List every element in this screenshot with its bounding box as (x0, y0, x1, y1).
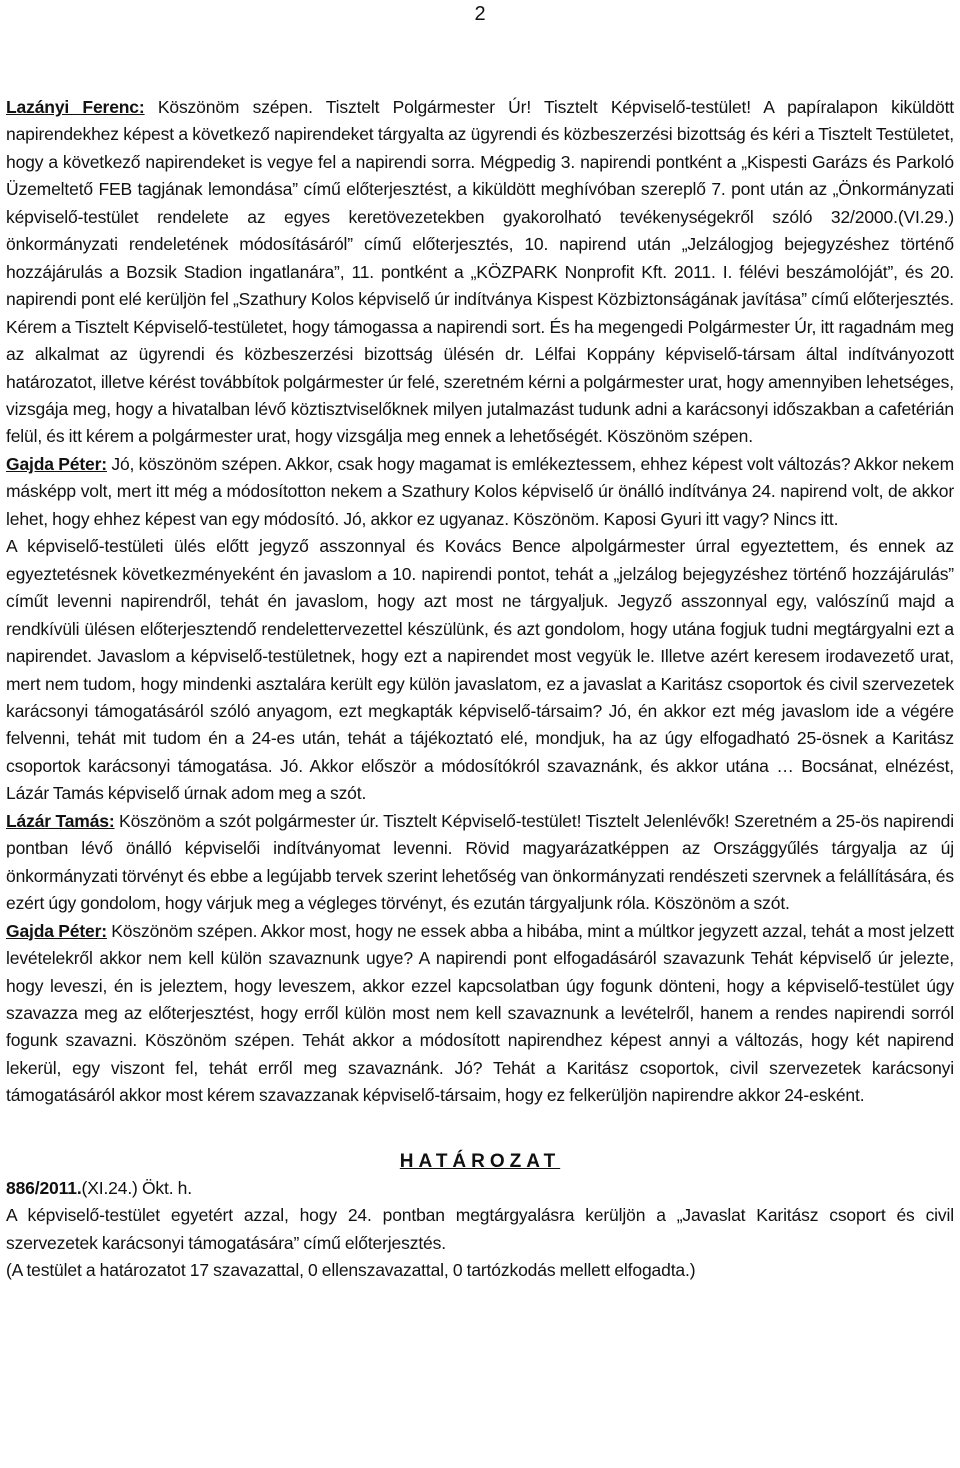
resolution-number: 886/2011. (6, 1177, 82, 1198)
resolution-heading: HATÁROZAT (399, 1150, 561, 1172)
page-number: 2 (474, 3, 486, 25)
speaker-name: Gajda Péter: (6, 920, 107, 941)
paragraph-text: A képviselő-testületi ülés előtt jegyző asszonnyal és Kovács Bence alpolgármester úrral egyeztettem, és ennek az egyeztetésnek következményeként én javaslom a 10. napirendi pontot, tehát a „jelzálog bejegyzéshez történő hozzájárulás” címűt levenni napirendről, tehát én javaslom, hogy azt most ne tárgyaljuk. Jegyző asszonnyal egy, valószínű majd a rendkívüli ülésen előterjesztendő rendelettervezettel készülünk, és azt gondolom, hogy utána fogjuk tudni megtárgyalni ezt a napirendet. Javaslom a képviselő-testületnek, hogy ezt a napirendet most vegyük le. Illetve azért keresem irodavezető urat, mert nem tudom, hogy mindenki asztalára került egy külön javaslatom, ez a javaslat a Karitász csoportok és civil szervezetek karácsonyi támogatásáról szóló anyagom, ezt megkapták képviselő-társaim? Jó, én akkor ezt még javaslom ide a végére felvenni, tehát mit tudom én a 24-es után, tehát a tájékoztató elé, mondjuk, ha az úgy elfogadható 25-ösnek a Karitász csoportok karácsonyi támogatása. Jó. Akkor először a módosítókról szavaznánk, és akkor utána … Bocsánat, elnézést, Lázár Tamás képviselő úrnak adom meg a szót. (6, 536, 954, 804)
speaker-name: Gajda Péter: (6, 453, 107, 474)
paragraph-text: Jó, köszönöm szépen. Akkor, csak hogy magamat is emlékeztessem, ehhez képest volt változás? Akkor nekem másképp volt, mert itt még a módosítotton nekem a Szathury Kolos képviselő úr önálló indítványa 24. napirend volt, de akkor lehet, hogy ehhez képest van egy módosító. Jó, akkor ez ugyanaz. Köszönöm. Kaposi Gyuri itt vagy? Nincs itt. (6, 453, 954, 529)
paragraph-continuation (6, 533, 954, 808)
paragraph-text: Köszönöm szépen. Tisztelt Polgármester Úr! Tisztelt Képviselő-testület! A papíralapon kiküldött napirendekhez képest a következő napirendeket tárgyalta az ügyrendi és közbeszerzési bizottság és kéri a Tisztelt Testületet, hogy a következő napirendeket is vegye fel a napirendi sorra. Mégpedig 3. napirendi pontként a „Kispesti Garázs és Parkoló Üzemeltető FEB tagjának lemondása” című előterjesztést, a kiküldött meghívóban szereplő 7. pont után az „Önkormányzati képviselő-testület rendelete az egyes keretövezetekben gyakorolható tevékenységekről szóló 32/2000.(VI.29.) önkormányzati rendeletének módosításáról” című előterjesztés, 10. napirend után „Jelzálogjog bejegyzéshez történő hozzájárulás a Bozsik Stadion ingatlanára”, 11. pontként a „KÖZPARK Nonprofit Kft. 2011. I. félévi beszámolóját”, és 20. napirendi pont elé kerüljön fel „Szathury Kolos képviselő úr indítványa Kispest Közbiztonságának javítása” című előterjesztés. Kérem a Tisztelt Képviselő-testületet, hogy támogassa a napirendi sort. És ha megengedi Polgármester Úr, itt ragadnám meg az alkalmat az ügyrendi és közbeszerzési bizottság ülésén dr. Lélfai Koppány képviselő-társam által indítványozott határozatot, illetve kérést továbbítok polgármester úr felé, szeretném kérni a polgármester urat, hogy amennyiben lehetséges, vizsgája meg, hogy a hivatalban lévő köztisztviselőknek milyen jutalmazást tudunk adni a karácsonyi időszakban a cafetérián felül, és itt kérem a polgármester urat, hogy vizsgálja meg ennek a lehetőségét. Köszönöm szépen. (6, 97, 954, 447)
paragraph-lazanyi (6, 94, 954, 451)
resolution-body: A képviselő-testület egyetért azzal, hogy 24. pontban megtárgyalásra kerüljön a „Javaslat Karitász csoport és civil szervezetek karácsonyi támogatására” című előterjesztés. (6, 1205, 954, 1253)
resolution-vote: (A testület a határozatot 17 szavazattal, 0 ellenszavazattal, 0 tartózkodás mellett elfogadta.) (6, 1260, 696, 1281)
paragraph-gajda-1 (6, 451, 954, 533)
paragraph-gajda-2 (6, 918, 954, 1110)
paragraph-lazar (6, 808, 954, 918)
document-body (6, 94, 954, 1285)
resolution-id (6, 1175, 954, 1202)
paragraph-text: Köszönöm a szót polgármester úr. Tisztelt Képviselő-testület! Tisztelt Jelenlévők! Szeretném a 25-ös napirendi pontban lévő önálló képviselői indítványomat levenni. Rövid magyarázatképpen az Országgyűlés tárgyalja az új önkormányzati törvényt és ebbe a legújabb tervek szerint lehetőség van önkormányzati rendészeti szervnek a felállítására, és ezért úgy gondolom, hogy várjuk meg a végleges törvényt, és ezután tárgyaljunk róla. Köszönöm a szót. (6, 810, 954, 914)
speaker-name: Lazányi Ferenc: (6, 97, 145, 117)
speaker-name: Lázár Tamás: (6, 810, 115, 831)
resolution-date: (XI.24.) Ökt. h. (81, 1177, 192, 1198)
spacer (6, 1110, 954, 1148)
paragraph-text: Köszönöm szépen. Akkor most, hogy ne essek abba a hibába, mint a múltkor jegyzett azzal, tehát a most jelzett levételekről akkor nem kell külön szavaznunk ugye? A napirendi pont elfogadásáról szavazunk Tehát képviselő úr jelezte, hogy leveszi, én is jeleztem, hogy leveszem, akkor ezzel kapcsolatban úgy fogunk dönteni, hogy a képviselő-testület úgy szavazza meg az előterjesztést, hogy erről külön most nem kell szavaznunk a levételről, hanem a rendes napirendi sorról fogunk szavazni. Köszönöm szépen. Tehát akkor a módosított napirendhez képest annyi a változás, hogy két napirend lekerül, egy viszont fel, tehát erről meg szavaznánk. Jó? Tehát a Karitász csoportok, civil szervezetek karácsonyi támogatásáról akkor most kérem szavazzanak képviselő-társaim, hogy ez felkerüljön napirendre akkor 24-esként. (6, 920, 955, 1106)
